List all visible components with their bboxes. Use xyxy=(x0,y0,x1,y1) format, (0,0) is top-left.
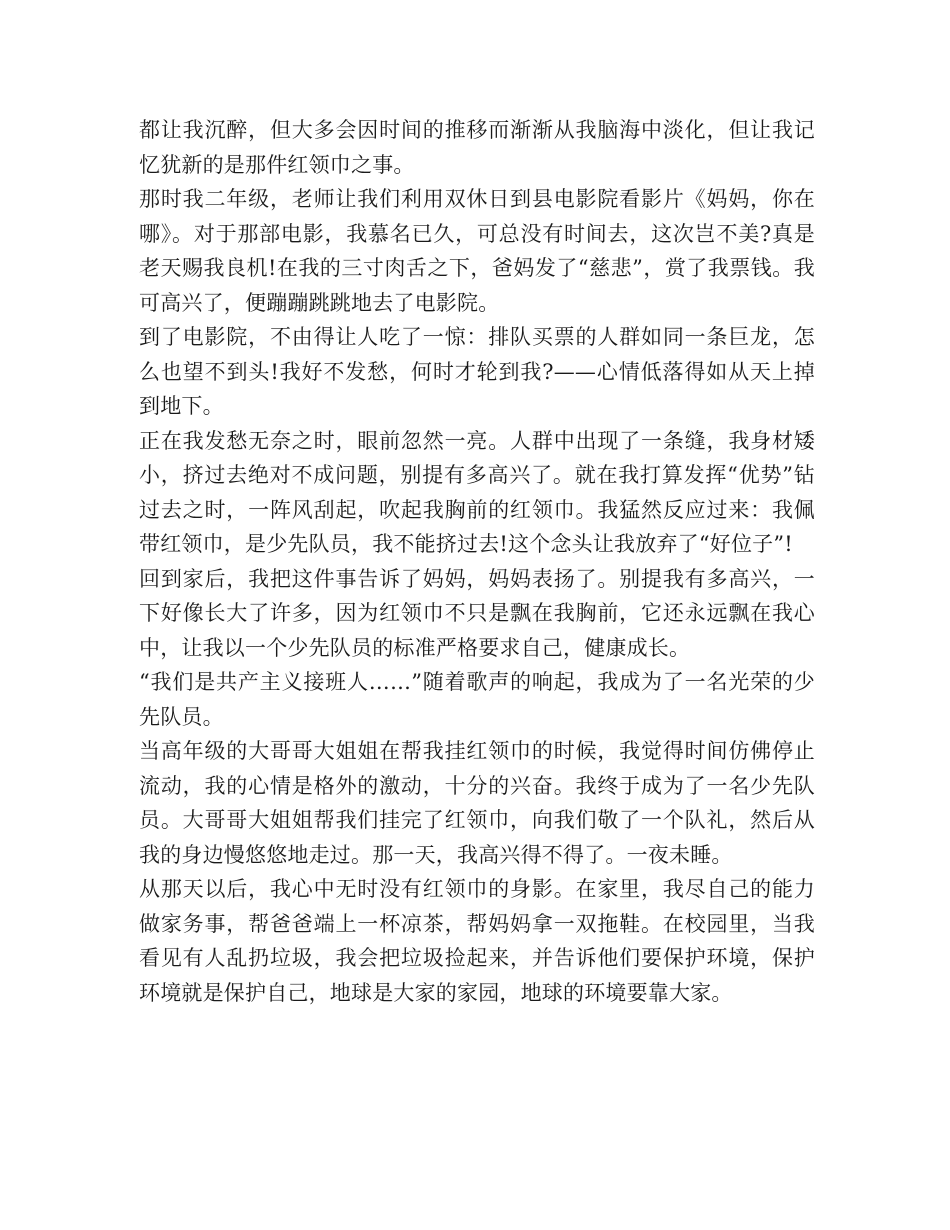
paragraph-3: 到了电影院，不由得让人吃了一惊：排队买票的人群如同一条巨龙，怎么也望不到头!我好不发愁，何时才轮到我?——心情低落得如从天上掉到地下。 xyxy=(139,325,815,418)
paragraph-5: 回到家后，我把这件事告诉了妈妈，妈妈表扬了。别提我有多高兴，一下好像长大了许多，因为红领巾不只是飘在我胸前，它还永远飘在我心中，让我以一个少先队员的标准严格要求自己，健康成长。 xyxy=(139,566,815,660)
paragraph-2: 那时我二年级，老师让我们利用双休日到县电影院看影片《妈妈，你在哪》。对于那部电影，我慕名已久，可总没有时间去，这次岂不美?真是老天赐我良机!在我的三寸肉舌之下，爸妈发了“慈悲”，赏了我票钱。我可高兴了，便蹦蹦跳跳地去了电影院。 xyxy=(139,187,815,315)
paragraph-1: 都让我沉醉，但大多会因时间的推移而渐渐从我脑海中淡化，但让我记忆犹新的是那件红领巾之事。 xyxy=(139,118,815,177)
paragraph-4: 正在我发愁无奈之时，眼前忽然一亮。人群中出现了一条缝，我身材矮小，挤过去绝对不成问题，别提有多高兴了。就在我打算发挥“优势”钻过去之时，一阵风刮起，吹起我胸前的红领巾。我猛然反应过来：我佩带红领巾，是少先队员，我不能挤过去!这个念头让我放弃了“好位子”! xyxy=(139,428,815,556)
paragraph-6: “我们是共产主义接班人……”随着歌声的响起，我成为了一名光荣的少先队员。 xyxy=(139,670,815,729)
paragraph-8: 从那天以后，我心中无时没有红领巾的身影。在家里，我尽自己的能力做家务事，帮爸爸端上一杯凉茶，帮妈妈拿一双拖鞋。在校园里，当我看见有人乱扔垃圾，我会把垃圾捡起来，并告诉他们要保护环境，保护环境就是保护自己，地球是大家的家园，地球的环境要靠大家。 xyxy=(139,877,815,1005)
document-body xyxy=(139,113,815,1010)
paragraph-7: 当高年级的大哥哥大姐姐在帮我挂红领巾的时候，我觉得时间仿佛停止流动，我的心情是格外的激动，十分的兴奋。我终于成为了一名少先队员。大哥哥大姐姐帮我们挂完了红领巾，向我们敬了一个队礼，然后从我的身边慢悠悠地走过。那一天，我高兴得不得了。一夜未睡。 xyxy=(139,739,815,867)
